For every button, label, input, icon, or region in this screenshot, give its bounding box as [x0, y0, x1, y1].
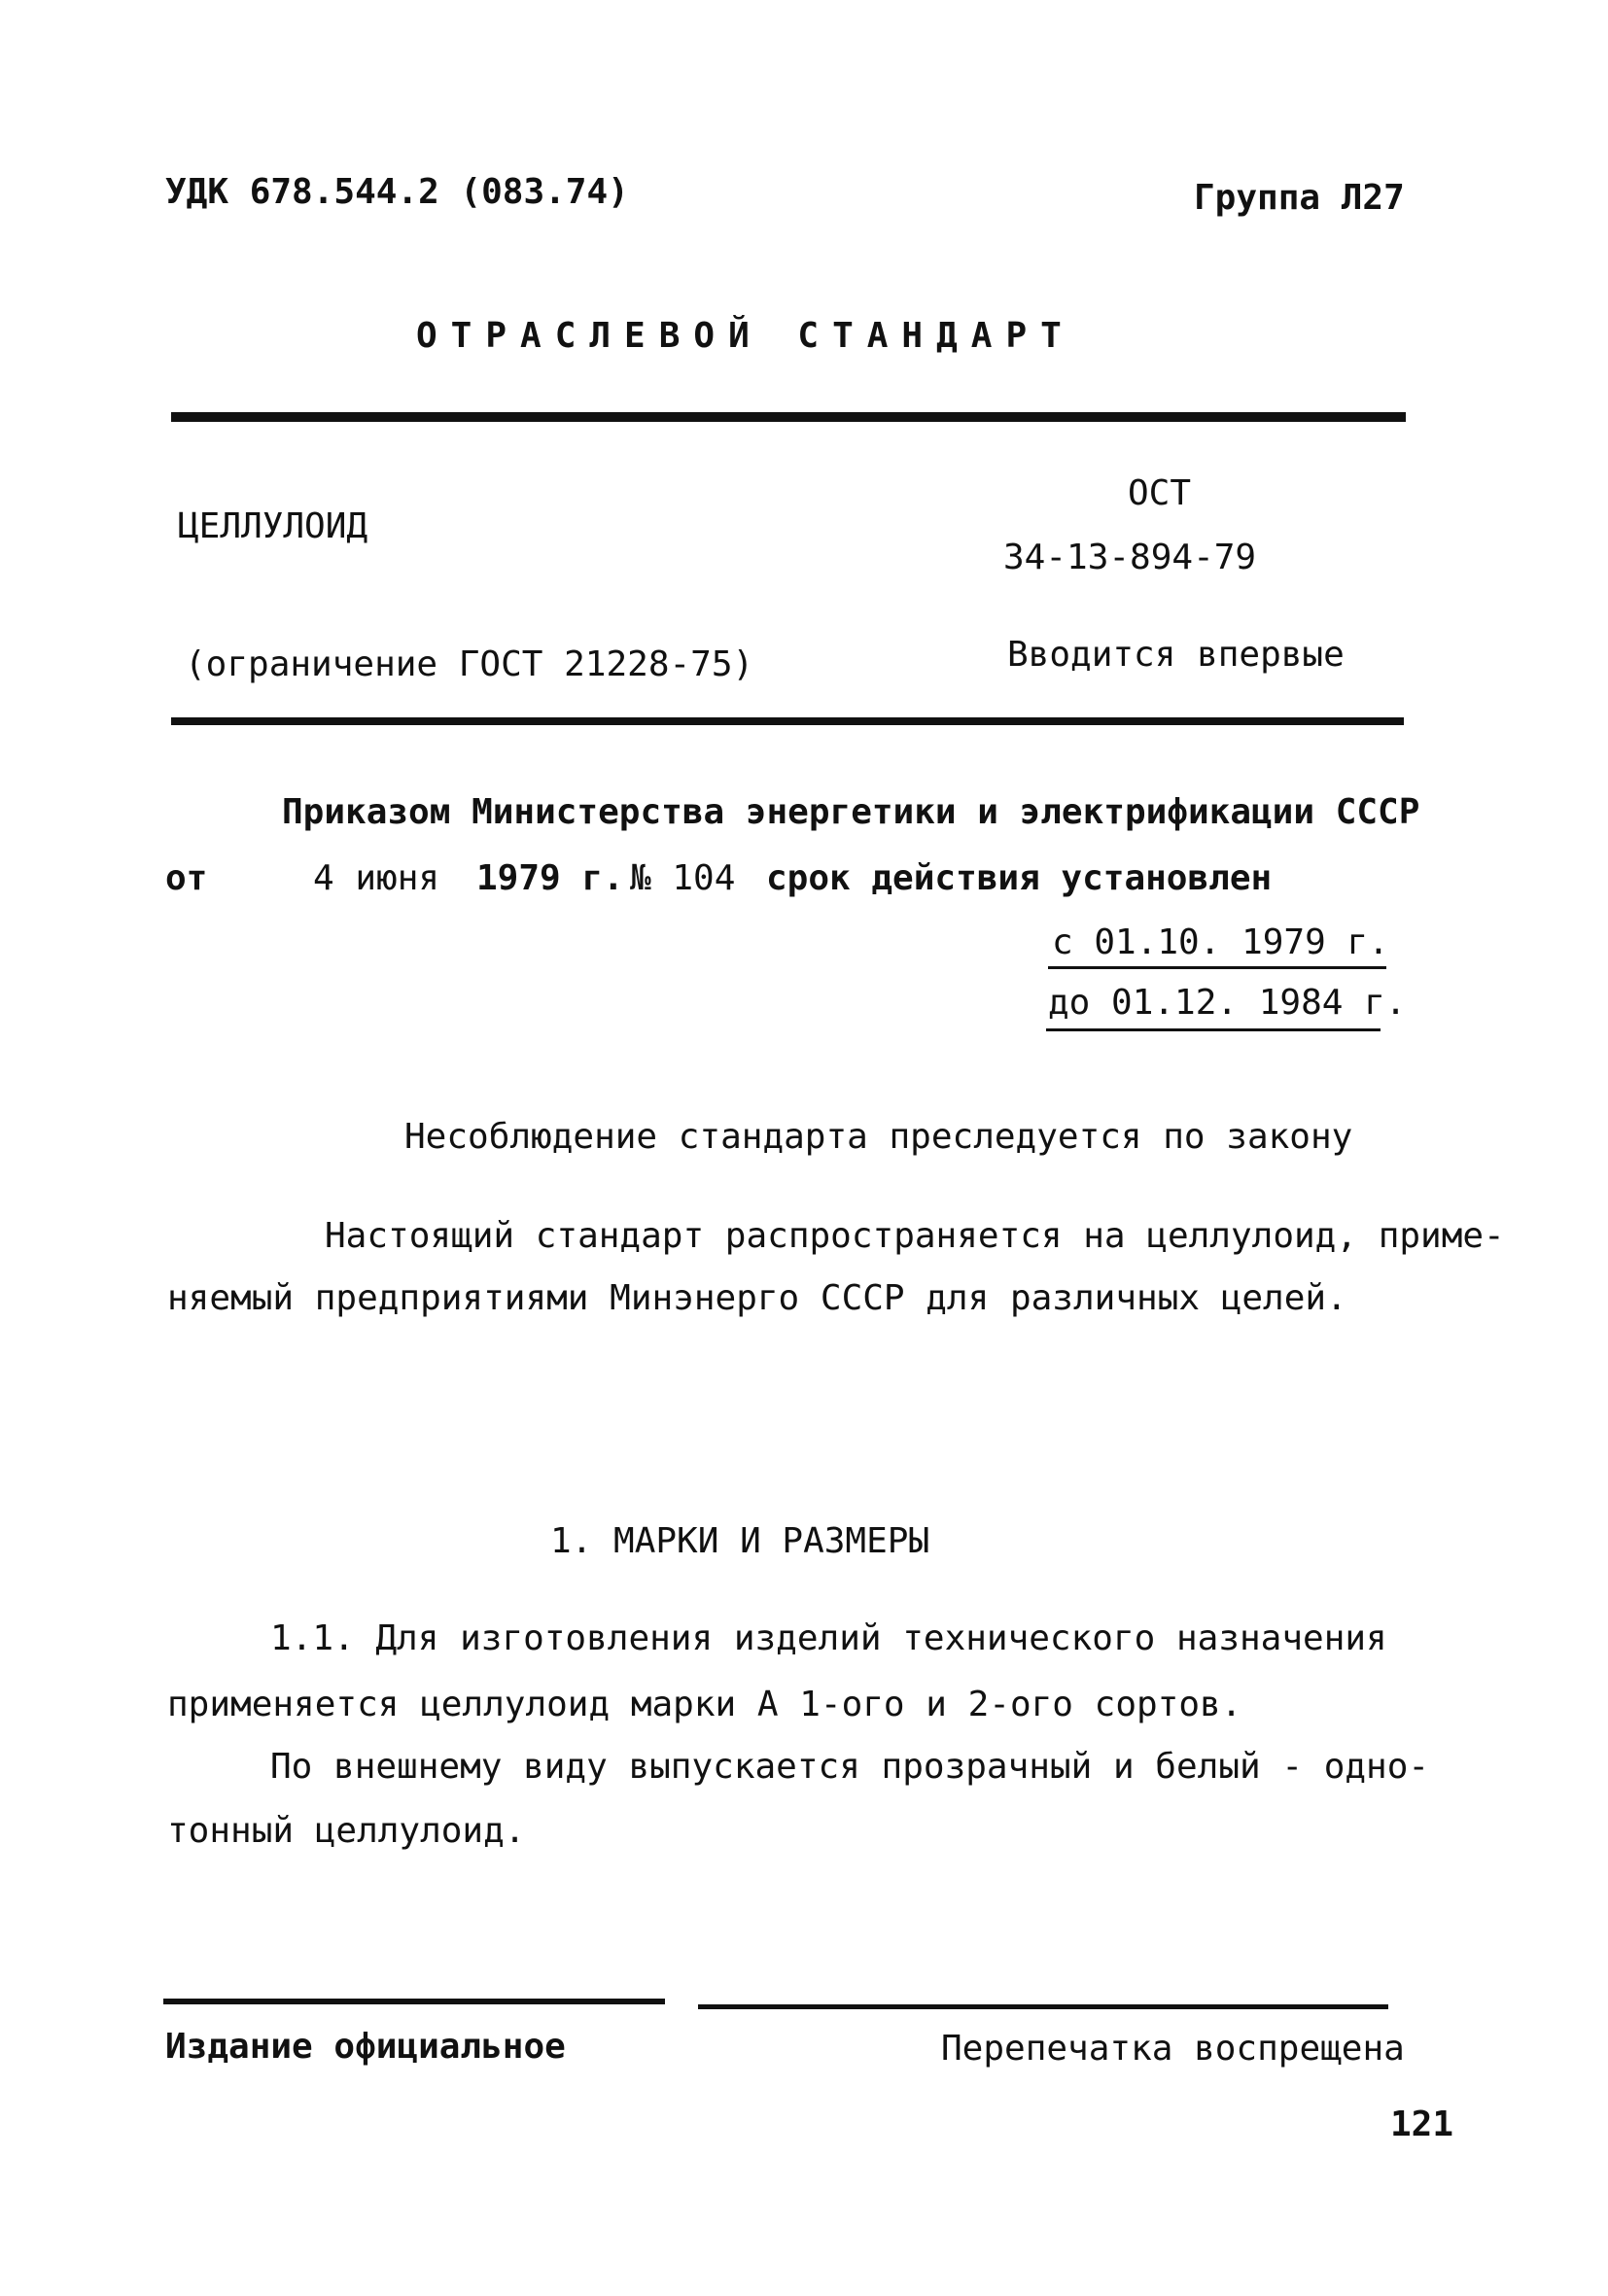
- introduced-note: Вводится впервые: [1007, 635, 1345, 675]
- paragraph-2-line-2: тонный целлулоид.: [167, 1811, 526, 1851]
- udk-code: УДК 678.544.2 (083.74): [165, 172, 629, 212]
- order-number: № 104: [630, 858, 736, 898]
- footer-reprint-notice: Перепечатка воспрещена: [941, 2029, 1405, 2069]
- top-rule: [171, 412, 1406, 422]
- scope-line-1: Настоящий стандарт распространяется на целлулоид, приме-: [325, 1216, 1505, 1256]
- valid-to-underline: [1046, 1028, 1381, 1031]
- document-title: ОТРАСЛЕВОЙ СТАНДАРТ: [416, 316, 1075, 356]
- group-code: Группа Л27: [1194, 178, 1405, 218]
- paragraph-1-line-2: применяется целлулоид марки А 1-ого и 2-ого сортов.: [167, 1685, 1242, 1724]
- footer-official-edition: Издание официальное: [165, 2027, 566, 2067]
- bottom-rule: [171, 717, 1404, 725]
- valid-from-underline: [1048, 966, 1386, 969]
- order-date: 4 июня: [313, 858, 440, 898]
- scope-line-2: няемый предприятиями Минэнерго СССР для различных целей.: [167, 1278, 1347, 1318]
- paragraph-2-line-1: По внешнему виду выпускается прозрачный и белый - одно-: [270, 1747, 1430, 1787]
- ost-label: ОСТ: [1128, 473, 1192, 513]
- footer-rule-right: [698, 2004, 1388, 2009]
- page-number: 121: [1390, 2105, 1454, 2144]
- order-year: 1979 г.: [476, 858, 624, 898]
- restriction: (ограничение ГОСТ 21228-75): [185, 644, 754, 684]
- standard-name: ЦЕЛЛУЛОИД: [178, 506, 368, 546]
- order-line: Приказом Министерства энергетики и электрификации СССР: [282, 792, 1420, 832]
- valid-from: с 01.10. 1979 г.: [1052, 922, 1389, 962]
- order-validity: срок действия установлен: [766, 858, 1273, 898]
- valid-to: до 01.12. 1984 г.: [1048, 983, 1407, 1023]
- legal-notice: Несоблюдение стандарта преследуется по закону: [404, 1117, 1353, 1157]
- ost-number: 34-13-894-79: [1003, 538, 1257, 577]
- order-from-label: от: [165, 858, 208, 898]
- section-heading: 1. МАРКИ И РАЗМЕРЫ: [550, 1521, 930, 1561]
- paragraph-1-line-1: 1.1. Для изготовления изделий технического назначения: [270, 1618, 1387, 1658]
- footer-rule-left: [163, 1999, 665, 2004]
